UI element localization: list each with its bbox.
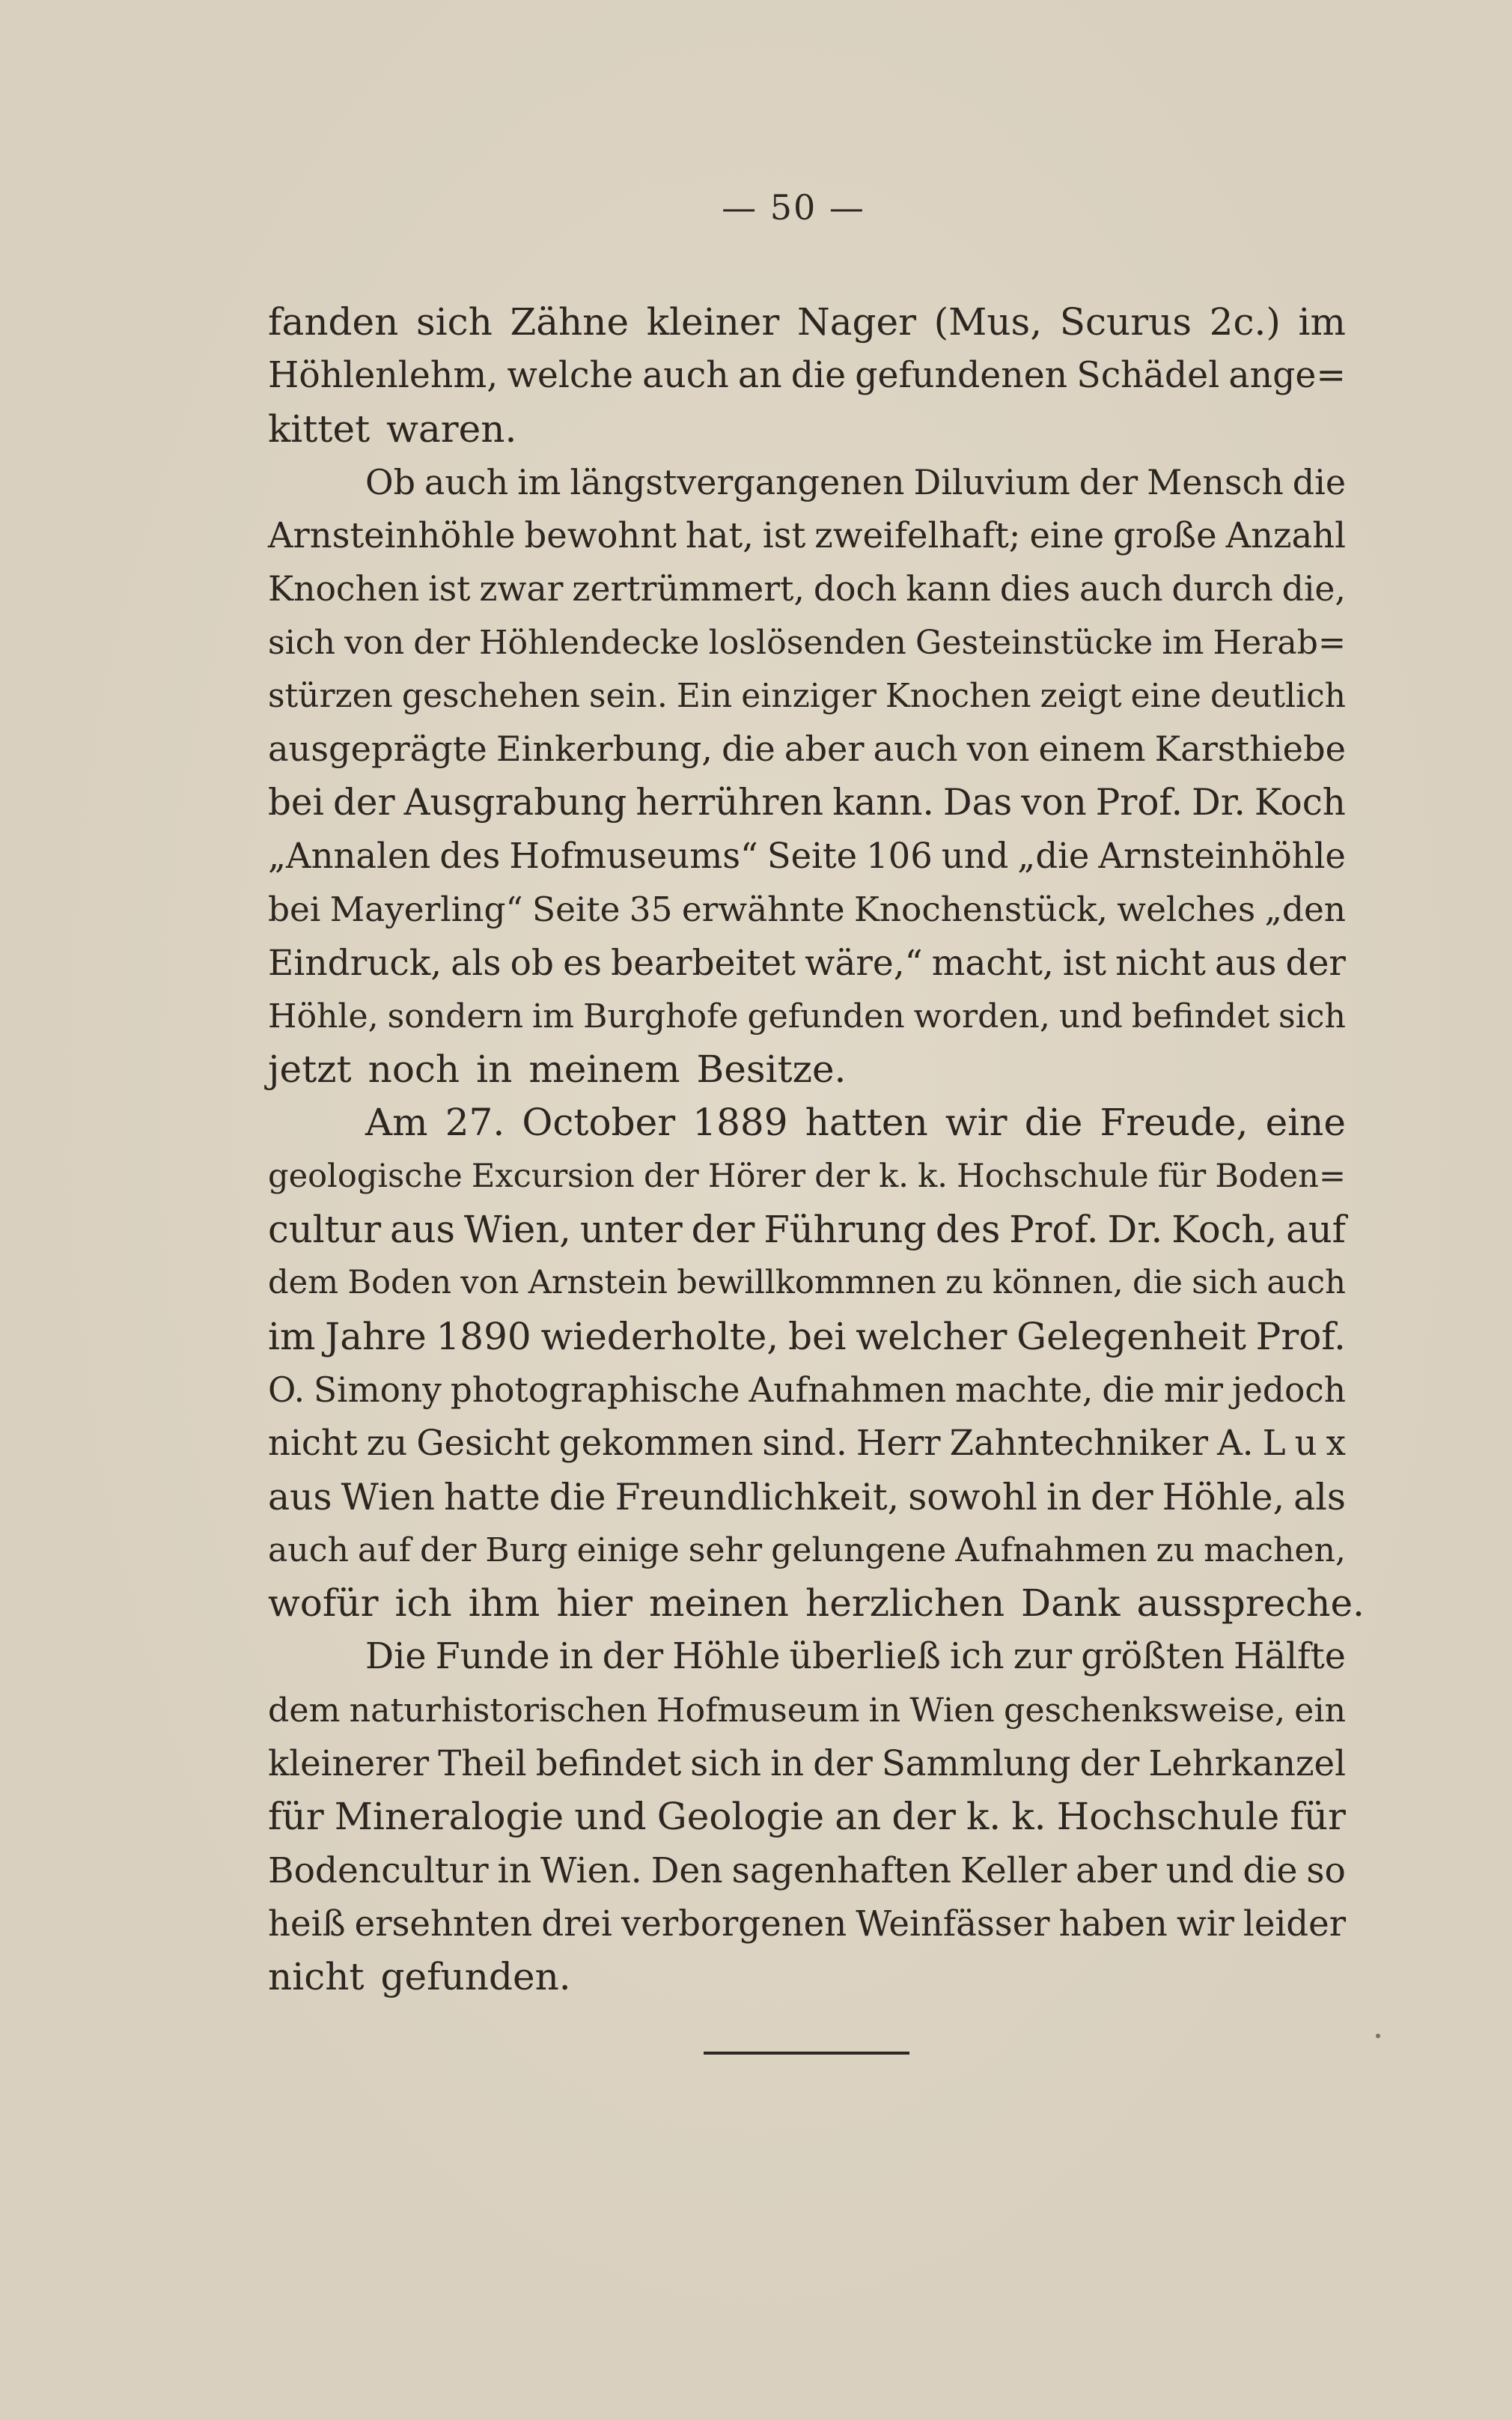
text-line: stürzen geschehen sein. Ein einziger Knochen zeigt eine deutlich	[268, 677, 1346, 716]
text-line: im Jahre 1890 wiederholte, bei welcher Gelegenheit Prof.	[268, 1314, 1346, 1358]
text-line: „Annalen des Hofmuseums“ Seite 106 und „die Arnsteinhöhle	[268, 835, 1346, 876]
section-end-rule	[704, 2052, 909, 2055]
text-line: Höhle, sondern im Burghofe gefunden worden, und befindet sich	[268, 997, 1346, 1036]
text-line: O. Simony photographische Aufnahmen machte, die mir jedoch	[268, 1369, 1346, 1410]
text-line: kittet waren.	[268, 407, 517, 451]
text-line: heiß ersehnten drei verborgenen Weinfässer haben wir leider	[268, 1903, 1346, 1944]
text-line: auch auf der Burg einige sehr gelungene Aufnahmen zu machen,	[268, 1530, 1346, 1569]
text-line: Bodencultur in Wien. Den sagenhaften Keller aber und die so	[268, 1849, 1346, 1891]
text-line: aus Wien hatte die Freundlichkeit, sowohl in der Höhle, als	[268, 1475, 1346, 1518]
text-line: Die Funde in der Höhle überließ ich zur größten Hälfte	[365, 1636, 1346, 1678]
paper-speck	[1376, 2034, 1380, 2038]
text-line: bei Mayerling“ Seite 35 erwähnte Knochenstück, welches „den	[268, 890, 1346, 930]
text-line: sich von der Höhlendecke loslösenden Gesteinstücke im Herab=	[268, 623, 1346, 662]
text-line: für Mineralogie und Geologie an der k. k. Hochschule für	[268, 1795, 1346, 1839]
page-number: — 50 —	[722, 187, 865, 228]
text-line: dem Boden von Arnstein bewillkommnen zu können, die sich auch	[268, 1264, 1346, 1302]
text-line: jetzt noch in meinem Besitze.	[268, 1048, 847, 1092]
text-line: Am 27. October 1889 hatten wir die Freude, eine	[365, 1101, 1346, 1145]
text-line: nicht zu Gesicht gekommen sind. Herr Zahntechniker A. L u x	[268, 1423, 1346, 1464]
text-line: cultur aus Wien, unter der Führung des Prof. Dr. Koch, auf	[268, 1208, 1346, 1252]
text-line: kleinerer Theil befindet sich in der Sammlung der Lehrkanzel	[268, 1743, 1346, 1784]
text-line: Höhlenlehm, welche auch an die gefundenen Schädel ange=	[268, 355, 1346, 397]
text-line: dem naturhistorischen Hofmuseum in Wien geschenksweise, ein	[268, 1691, 1346, 1730]
text-line: Ob auch im längstvergangenen Diluvium der Mensch die	[365, 461, 1346, 502]
text-line: wofür ich ihm hier meinen herzlichen Dank ausspreche.	[268, 1581, 1365, 1626]
text-line: bei der Ausgrabung herrühren kann. Das von Prof. Dr. Koch	[268, 781, 1346, 824]
text-line: ausgeprägte Einkerbung, die aber auch von einem Karsthiebe	[268, 729, 1346, 770]
body-text	[268, 296, 1365, 2004]
text-line: Arnsteinhöhle bewohnt hat, ist zweifelhaft; eine große Anzahl	[268, 515, 1346, 556]
text-line: Knochen ist zwar zertrümmert, doch kann dies auch durch die,	[268, 569, 1346, 609]
text-line: fanden sich Zähne kleiner Nager (Mus, Scurus 2c.) im	[268, 300, 1346, 344]
text-line: nicht gefunden.	[268, 1955, 571, 1999]
text-line: Eindruck, als ob es bearbeitet wäre,“ macht, ist nicht aus der	[268, 942, 1346, 984]
text-line: geologische Excursion der Hörer der k. k. Hochschule für Boden=	[268, 1157, 1346, 1195]
